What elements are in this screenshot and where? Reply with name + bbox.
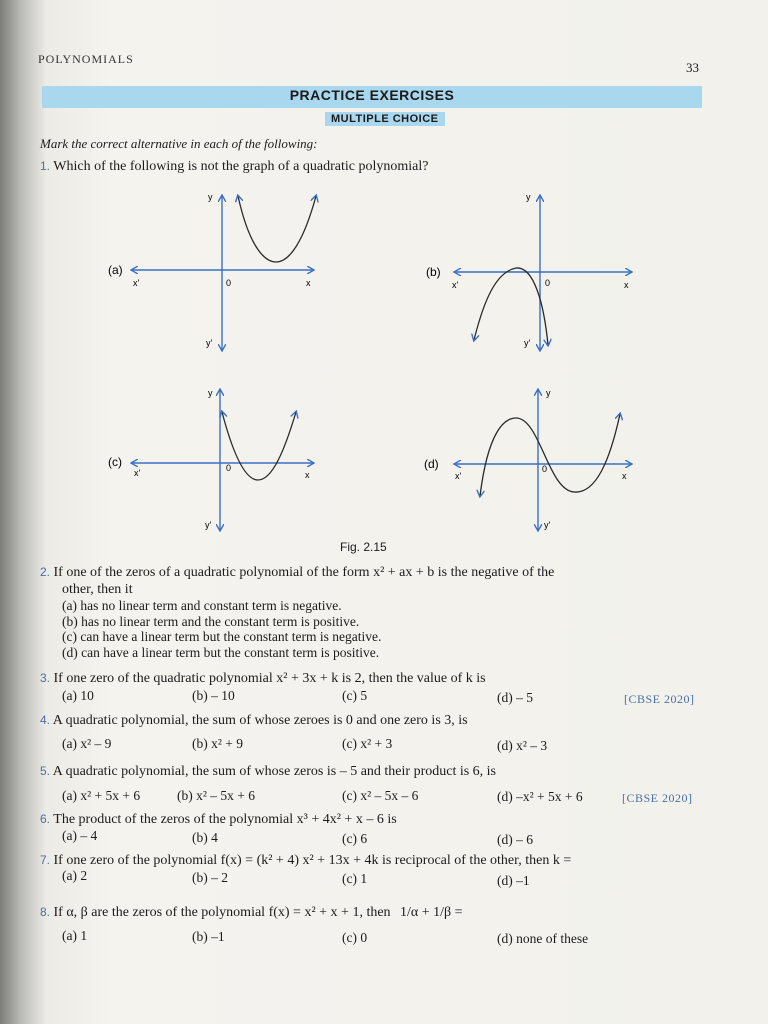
axis-label-y-neg: y' [205,520,212,530]
axis-label-y-neg: y' [206,338,213,348]
question-2 [40,564,720,660]
question-text-line2: other, then it [62,582,133,597]
source-tag: [CBSE 2020] [624,692,695,706]
option-a: (a) x² – 9 [62,736,112,751]
graph-label-b: (b) [426,265,441,279]
option-d: (d) – 5 [497,690,533,705]
question-6 [40,811,397,828]
option-a: (a) 2 [62,868,88,883]
axis-label-origin: 0 [542,464,548,474]
axis-label-y: y [208,192,213,202]
section-subtitle: MULTIPLE CHOICE [325,112,445,126]
option-b: (b) 4 [192,830,218,845]
graph-a [132,196,316,350]
axis-label-y-neg: y' [524,338,531,348]
curve [474,268,551,345]
curve [238,196,316,262]
graph-b [455,196,631,350]
graph-label-c: (c) [108,455,122,469]
axis-label-x: x [624,280,629,290]
option-b: (b) – 10 [192,688,235,703]
option-d: (d) x² – 3 [497,738,548,753]
axis-label-x: x [306,278,311,288]
question-text: If one zero of the quadratic polynomial x² + 3x + k is 2, then the value of k is [53,671,486,686]
question-expression: 1/α + 1/β = [400,905,463,920]
question-8 [40,904,463,921]
option-b: (b) – 2 [192,870,228,885]
axis-label-x-neg: x' [452,280,459,290]
option-b: (b) –1 [192,929,225,944]
axis-label-x-neg: x' [133,278,140,288]
option-d: (d) –x² + 5x + 6 [497,789,583,804]
option-d: (d) none of these [497,931,589,946]
question-5 [40,763,496,780]
question-number: 5. [40,764,51,778]
axis-label-y: y [208,388,213,398]
option-d: (d) can have a linear term but the constant term is positive. [62,644,380,660]
section-title: PRACTICE EXERCISES [289,87,455,103]
option-a: (a) has no linear term and constant term is negative. [62,598,342,613]
axis-label-y: y [526,192,531,202]
question-text-line1: If one of the zeros of a quadratic polynomial of the form x² + ax + b is the negative of the [53,565,555,580]
option-c: (c) x² + 3 [342,736,393,751]
running-title: POLYNOMIALS [38,52,134,66]
source-tag: [CBSE 2020] [622,791,693,805]
figure-caption: Fig. 2.15 [340,540,387,554]
axis-label-x-neg: x' [134,468,141,478]
option-b: (b) x² – 5x + 6 [177,788,256,803]
graph-label-d: (d) [424,457,439,471]
option-c: (c) 1 [342,871,368,886]
question-number: 3. [40,671,51,685]
question-number: 8. [40,905,51,919]
axis-label-y: y [546,388,551,398]
option-d: (d) – 6 [497,832,533,847]
axis-label-x: x [622,471,627,481]
question-number: 2. [40,565,51,579]
curve [480,414,620,496]
instruction-text: Mark the correct alternative in each of the following: [40,136,318,151]
graph-c [132,390,313,530]
option-c: (c) can have a linear term but the constant term is negative. [62,629,382,644]
question-text: A quadratic polynomial, the sum of whose zeroes is 0 and one zero is 3, is [52,713,468,728]
option-a: (a) x² + 5x + 6 [62,788,141,803]
axis-label-y-neg: y' [544,520,551,530]
question-text: A quadratic polynomial, the sum of whose zeros is – 5 and their product is 6, is [52,764,497,779]
option-c: (c) 6 [342,831,368,846]
graph-d [455,390,631,530]
axis-label-origin: 0 [545,278,551,288]
option-d: (d) –1 [497,873,530,888]
option-b: (b) has no linear term and the constant term is positive. [62,613,360,629]
option-a: (a) 1 [62,928,88,943]
question-number: 4. [40,713,51,727]
curve [222,412,296,480]
question-7 [40,852,571,869]
option-a: (a) – 4 [62,828,98,843]
option-b: (b) x² + 9 [192,736,244,751]
figure-graphs [0,180,768,540]
option-c: (c) x² – 5x – 6 [342,788,419,803]
axis-label-x: x [305,470,310,480]
page-number: 33 [686,60,699,75]
option-a: (a) 10 [62,688,94,703]
question-text: If one zero of the polynomial f(x) = (k² + 4) x² + 13x + 4k is reciprocal of the other, then k = [53,853,572,868]
question-number: 7. [40,853,51,867]
question-number: 1. [40,159,51,173]
question-text: Which of the following is not the graph of a quadratic polynomial? [53,159,429,174]
question-text: If α, β are the zeros of the polynomial f(x) = x² + x + 1, then [53,905,391,920]
option-c: (c) 5 [342,688,368,703]
graph-label-a: (a) [108,263,123,277]
axis-label-origin: 0 [226,278,232,288]
question-4 [40,712,468,729]
question-number: 6. [40,812,51,826]
axis-label-x-neg: x' [455,471,462,481]
axis-label-origin: 0 [226,463,232,473]
question-1 [40,158,428,175]
option-c: (c) 0 [342,930,368,945]
question-3 [40,670,486,687]
question-text: The product of the zeros of the polynomial x³ + 4x² + x – 6 is [53,812,397,827]
option-list [40,598,720,660]
